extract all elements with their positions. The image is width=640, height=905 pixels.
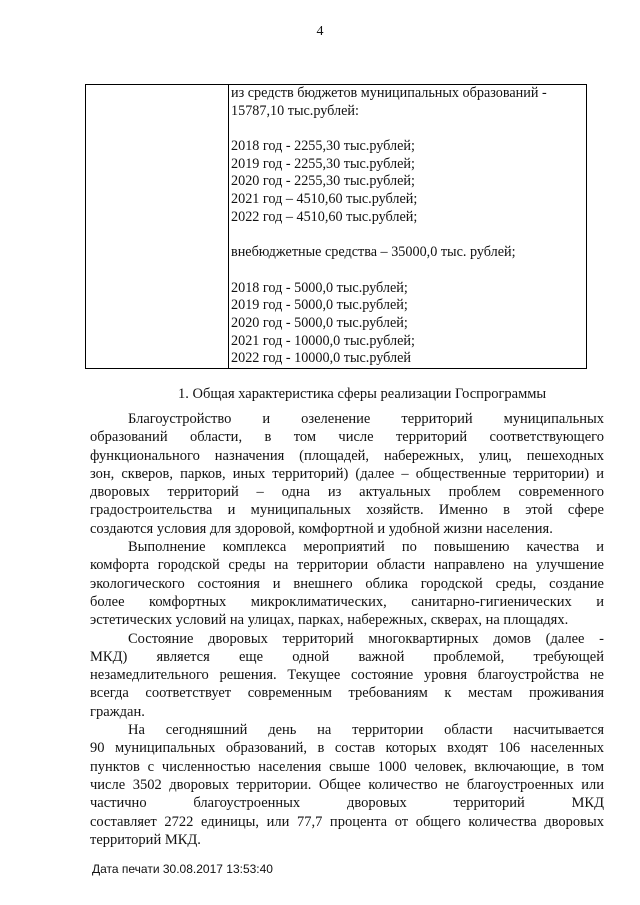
table-line: 2019 год - 5000,0 тыс.рублей; (231, 297, 408, 314)
paragraph-line: градостроительства и муниципальных хозяйств. Именно в этой сфере (90, 502, 604, 519)
paragraph-line: всегда соответствует современным требованиям к местам проживания (90, 685, 604, 702)
paragraph-line: составляет 2722 единицы, или 77,7 процента от общего количества дворовых (90, 813, 604, 830)
section-body (90, 410, 604, 849)
table-line-gap (231, 262, 586, 280)
paragraph-line: функционального назначения (площадей, набережных, улиц, пешеходных (90, 447, 604, 464)
paragraph-line: Выполнение комплекса мероприятий по повышению качества и (128, 539, 604, 556)
table-line: 15787,10 тыс.рублей: (231, 102, 359, 119)
paragraph (90, 410, 604, 538)
paragraph-line: На сегодняшний день на территории области насчитывается (128, 722, 604, 739)
paragraph-line: комфорта городской среды на территории области направлено на улучшение (90, 557, 604, 574)
table-line: 2021 год - 10000,0 тыс.рублей; (231, 332, 415, 349)
paragraph-line: зон, скверов, парков, иных территорий) (далее – общественные территории) и (90, 465, 604, 482)
table-line: 2019 год - 2255,30 тыс.рублей; (231, 155, 415, 172)
table-line: 2022 год - 10000,0 тыс.рублей (231, 350, 411, 367)
paragraph-line: образований области, в том числе территорий соответствующего (90, 429, 604, 446)
paragraph-line: незамедлительного решения. Текущее состояние уровня благоустройства не (90, 667, 604, 684)
table-line: из средств бюджетов муниципальных образований - (231, 85, 547, 101)
paragraph-line: числе 3502 дворовых территории. Общее количество не благоустроенных или (90, 776, 604, 793)
paragraph-line: 90 муниципальных образований, в состав которых входят 106 населенных (90, 740, 604, 757)
paragraph (90, 721, 604, 849)
table-line-gap (231, 226, 586, 244)
budget-table (85, 84, 587, 369)
table-line-gap (231, 120, 586, 138)
paragraph-line: пунктов с численностью населения свыше 1000 человек, включающие, в том (90, 758, 604, 775)
table-right-cell (229, 85, 587, 369)
table-line: 2018 год - 5000,0 тыс.рублей; (231, 279, 408, 296)
table-row (86, 85, 587, 369)
paragraph (90, 630, 604, 721)
table-line: внебюджетные средства – 35000,0 тыс. рублей; (231, 244, 516, 261)
paragraph-line: Благоустройство и озеленение территорий муниципальных (128, 411, 604, 427)
paragraph-line: экологического состояния и внешнего облика городской среды, создание (90, 575, 604, 592)
table-left-cell (86, 85, 229, 369)
table-line: 2020 год - 5000,0 тыс.рублей; (231, 314, 408, 331)
paragraph-line: частично благоустроенных дворовых территорий МКД (90, 795, 604, 812)
paragraph-line: территорий МКД. (90, 831, 201, 848)
paragraph-line: МКД) является еще одной важной проблемой, требующей (90, 648, 604, 665)
table-line: 2022 год – 4510,60 тыс.рублей; (231, 208, 418, 225)
paragraph-line: более комфортных микроклиматических, санитарно-гигиенических и (90, 593, 604, 610)
page-number: 4 (316, 24, 324, 39)
table-line: 2020 год - 2255,30 тыс.рублей; (231, 173, 415, 190)
paragraph (90, 538, 604, 629)
paragraph-line: дворовых территорий – одна из актуальных проблем современного (90, 484, 604, 501)
paragraph-line: эстетических условий на улицах, парках, набережных, скверах, на площадях. (90, 612, 569, 629)
paragraph-line: создаются условия для здоровой, комфортной и удобной жизни населения. (90, 520, 553, 537)
paragraph-line: граждан. (90, 703, 145, 720)
table-line: 2021 год – 4510,60 тыс.рублей; (231, 190, 418, 207)
section-heading: 1. Общая характеристика сферы реализации Госпрограммы (178, 386, 547, 402)
paragraph-line: Состояние дворовых территорий многоквартирных домов (далее - (128, 630, 604, 647)
table-line: 2018 год - 2255,30 тыс.рублей; (231, 138, 415, 155)
print-date: Дата печати 30.08.2017 13:53:40 (92, 862, 273, 876)
